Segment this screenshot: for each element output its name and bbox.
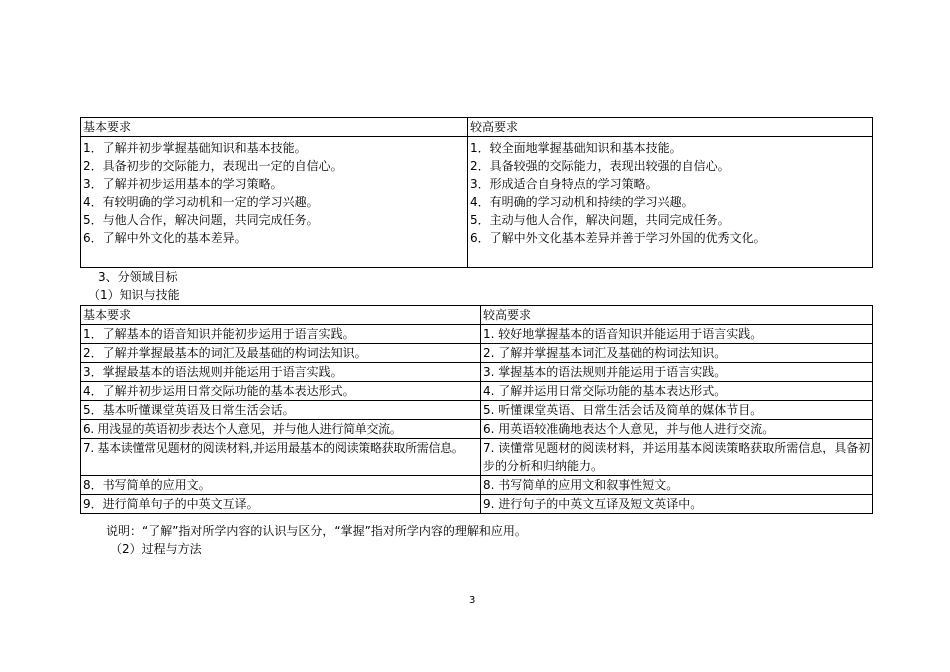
table-row [81, 476, 873, 495]
table-row [81, 344, 873, 363]
table2-header-advanced: 较高要求 [481, 306, 873, 325]
list-item: 1．了解并初步掌握基础知识和基本技能。 [83, 141, 307, 155]
table-cell: 7. 基本读懂常见题材的阅读材料,并运用最基本的阅读策略获取所需信息。 [81, 439, 481, 476]
table-row [81, 401, 873, 420]
section-heading: 3、分领域目标 [98, 270, 178, 284]
subsection-heading: （2）过程与方法 [110, 542, 202, 556]
table-row [81, 495, 873, 514]
table-cell: 8．书写简单的应用文。 [81, 476, 481, 495]
table1-header-basic: 基本要求 [81, 118, 468, 137]
list-item: 6．了解中外文化基本差异并善于学习外国的优秀文化。 [470, 231, 766, 245]
table1-advanced-cell [468, 137, 873, 268]
table-cell: 5. 听懂课堂英语、日常生活会话及简单的媒体节目。 [481, 401, 873, 420]
general-goals-table [80, 117, 873, 268]
page-number: 3 [469, 595, 476, 606]
table-cell: 1. 较好地掌握基本的语音知识并能运用于语言实践。 [481, 325, 873, 344]
table2-header-basic: 基本要求 [81, 306, 481, 325]
table-cell: 8. 书写简单的应用文和叙事性短文。 [481, 476, 873, 495]
table-row [81, 363, 873, 382]
list-item: 4．有明确的学习动机和持续的学习兴趣。 [470, 195, 694, 209]
table-cell: 4. 了解并运用日常交际功能的基本表达形式。 [481, 382, 873, 401]
table-cell: 7. 读懂常见题材的阅读材料，并运用基本阅读策略获取所需信息，具备初步的分析和归纳能力。 [481, 439, 873, 476]
table-row [81, 325, 873, 344]
note-text: 说明：“了解”指对所学内容的认识与区分，“掌握”指对所学内容的理解和应用。 [106, 524, 527, 538]
subsection-heading: （1）知识与技能 [88, 288, 180, 302]
table-cell: 1．了解基本的语音知识并能初步运用于语言实践。 [81, 325, 481, 344]
table-cell: 9. 进行句子的中英文互译及短文英译中。 [481, 495, 873, 514]
list-item: 4．有较明确的学习动机和一定的学习兴趣。 [83, 195, 319, 209]
table1-header-advanced: 较高要求 [468, 118, 873, 137]
list-item: 2．具备初步的交际能力，表现出一定的自信心。 [83, 159, 343, 173]
table-cell: 4．了解并初步运用日常交际功能的基本表达形式。 [81, 382, 481, 401]
list-item: 1．较全面地掌握基础知识和基本技能。 [470, 141, 682, 155]
table-cell: 6. 用英语较准确地表达个人意见，并与他人进行交流。 [481, 420, 873, 439]
table-cell: 6. 用浅显的英语初步表达个人意见，并与他人进行简单交流。 [81, 420, 481, 439]
table-cell: 9．进行简单句子的中英文互译。 [81, 495, 481, 514]
table-row [81, 439, 873, 476]
table-row [81, 420, 873, 439]
table-cell: 3. 掌握基本的语法规则并能运用于语言实践。 [481, 363, 873, 382]
list-item: 6．了解中外文化的基本差异。 [83, 231, 247, 245]
list-item: 3．了解并初步运用基本的学习策略。 [83, 177, 283, 191]
table-cell: 2．了解并掌握最基本的词汇及最基础的构词法知识。 [81, 344, 481, 363]
table-cell: 3．掌握最基本的语法规则并能运用于语言实践。 [81, 363, 481, 382]
table-row [81, 382, 873, 401]
table1-basic-cell [81, 137, 468, 268]
table-cell: 5．基本听懂课堂英语及日常生活会话。 [81, 401, 481, 420]
list-item: 3．形成适合自身特点的学习策略。 [470, 177, 658, 191]
list-item: 2．具备较强的交际能力，表现出较强的自信心。 [470, 159, 730, 173]
list-item: 5．主动与他人合作，解决问题，共同完成任务。 [470, 213, 730, 227]
knowledge-skills-table [80, 305, 873, 514]
list-item: 5．与他人合作，解决问题，共同完成任务。 [83, 213, 319, 227]
table-cell: 2. 了解并掌握基本词汇及基础的构词法知识。 [481, 344, 873, 363]
